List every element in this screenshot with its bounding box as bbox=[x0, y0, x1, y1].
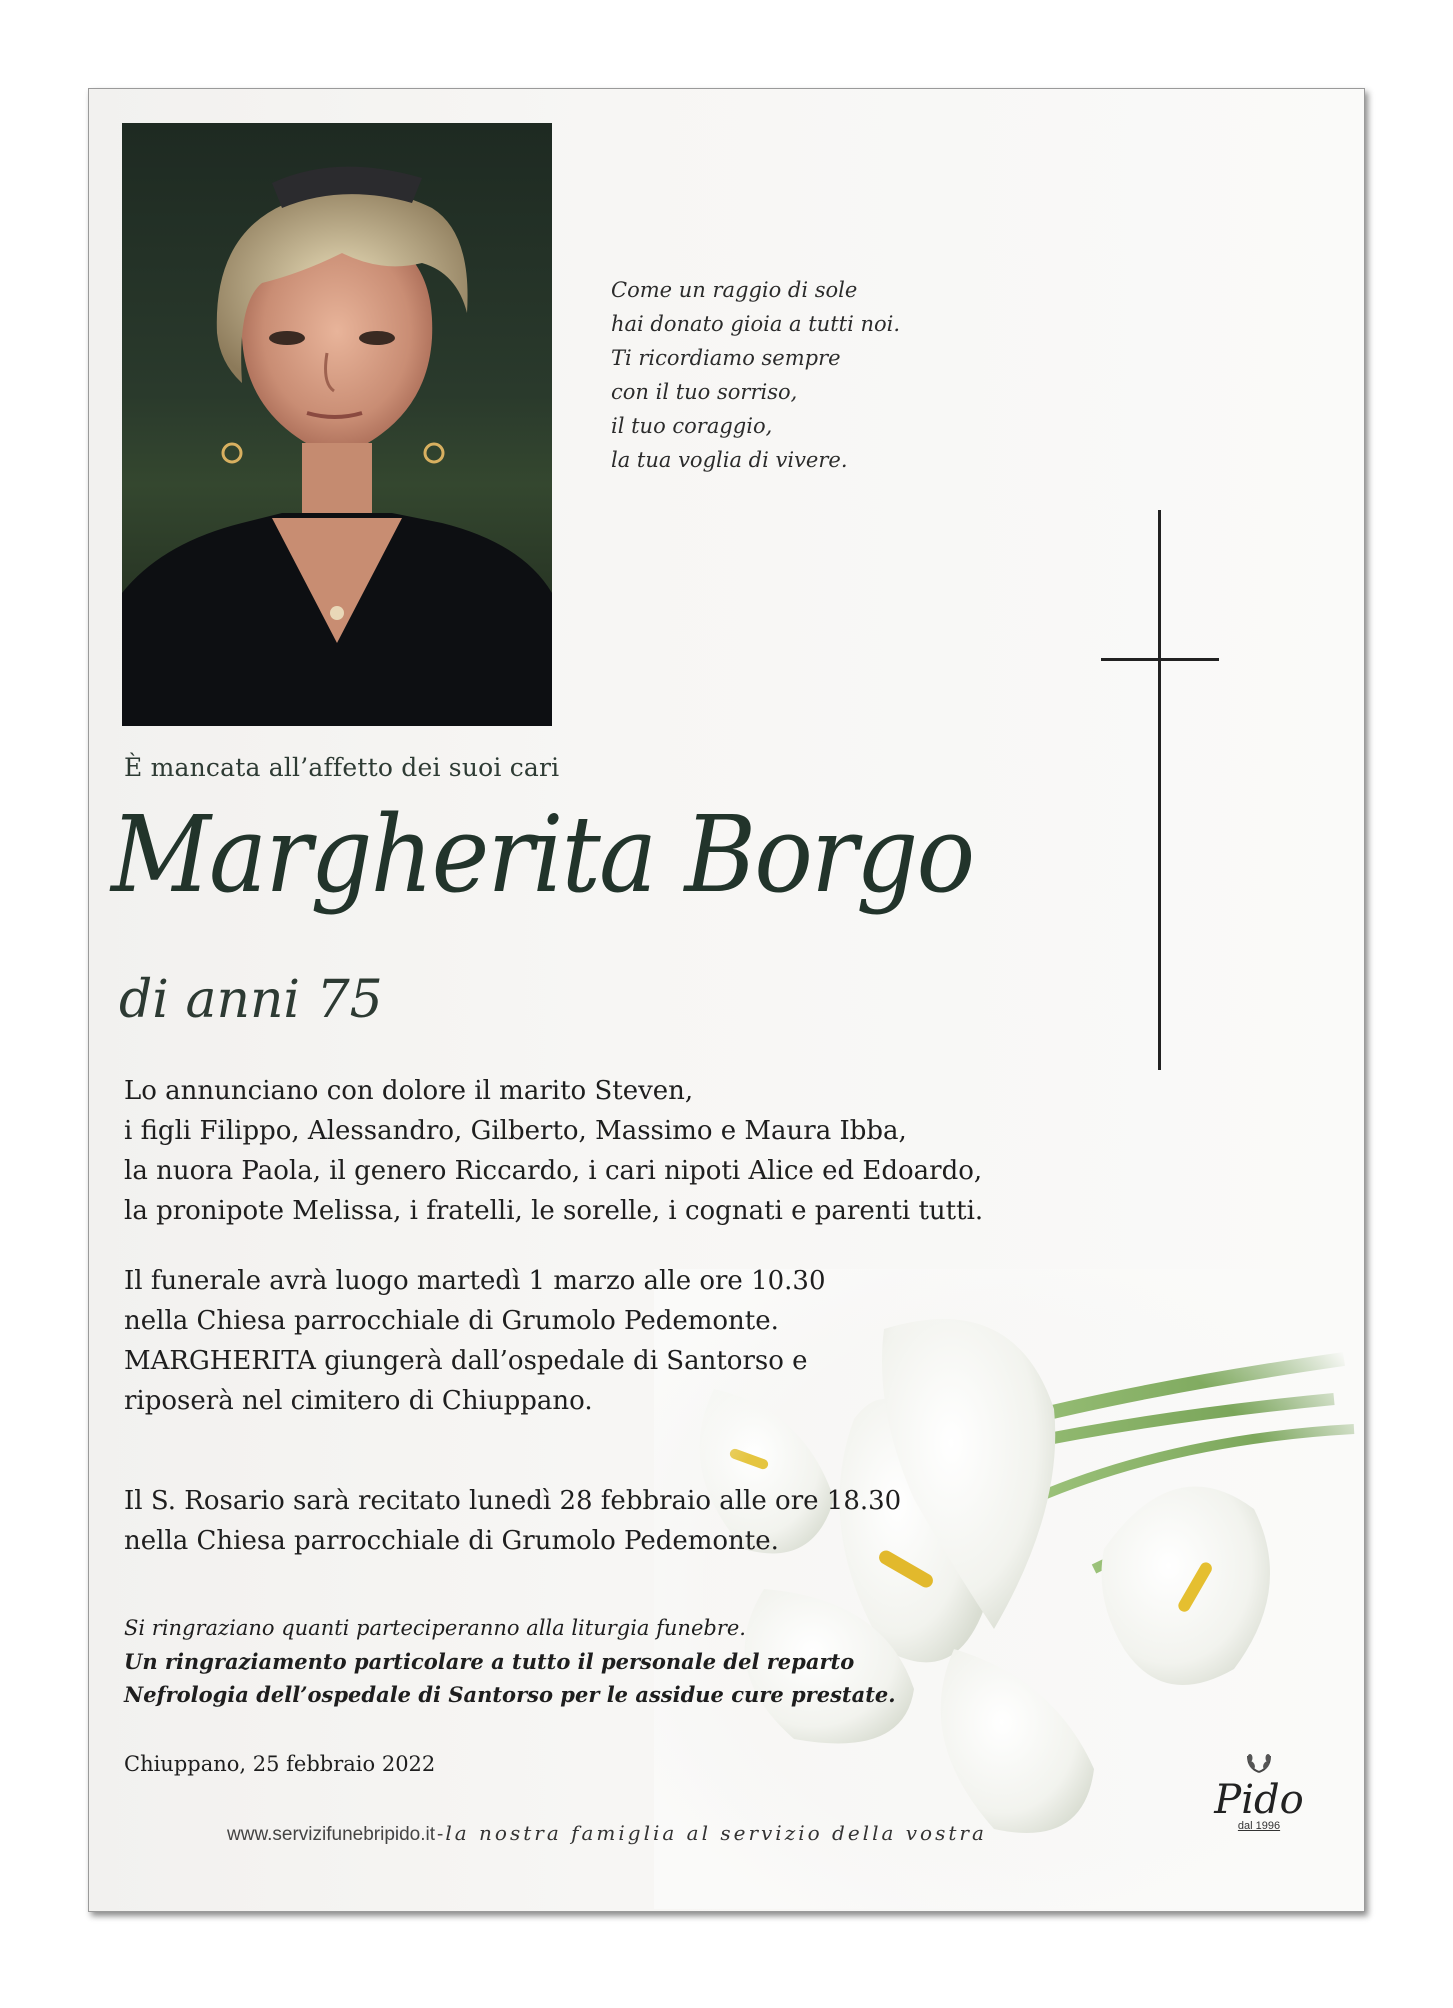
poem-line: Ti ricordiamo sempre bbox=[611, 346, 841, 370]
poem-line: la tua voglia di vivere. bbox=[611, 448, 848, 472]
funeral-home-logo bbox=[1204, 1748, 1314, 1832]
deceased-age: di anni 75 bbox=[119, 970, 383, 1030]
poem-line: hai donato gioia a tutti noi. bbox=[611, 312, 901, 336]
laurel-wreath-icon bbox=[1244, 1748, 1274, 1774]
deceased-name: Margherita Borgo bbox=[111, 793, 974, 916]
footer bbox=[227, 1821, 987, 1846]
cross-icon bbox=[1101, 510, 1221, 1070]
thanks-paragraph bbox=[124, 1612, 896, 1711]
place-date: Chiuppano, 25 febbraio 2022 bbox=[124, 1752, 436, 1776]
thanks-special-line: Nefrologia dell’ospedale di Santorso per le assidue cure prestate. bbox=[124, 1682, 896, 1707]
family-line: la pronipote Melissa, i fratelli, le sorelle, i cognati e parenti tutti. bbox=[124, 1196, 984, 1226]
thanks-general: Si ringraziano quanti parteciperanno alla liturgia funebre. bbox=[124, 1616, 746, 1640]
family-line: la nuora Paola, il genero Riccardo, i cari nipoti Alice ed Edoardo, bbox=[124, 1156, 983, 1186]
portrait-photo bbox=[122, 123, 552, 726]
logo-name: Pido bbox=[1214, 1777, 1304, 1823]
funeral-line: nella Chiesa parrocchiale di Grumolo Pedemonte. bbox=[124, 1306, 779, 1336]
funeral-line: Il funerale avrà luogo martedì 1 marzo alle ore 10.30 bbox=[124, 1266, 826, 1296]
thanks-special-line: Un ringraziamento particolare a tutto il personale del reparto bbox=[124, 1649, 855, 1674]
family-line: i figli Filippo, Alessandro, Gilberto, Massimo e Maura Ibba, bbox=[124, 1116, 907, 1146]
footer-slogan: la nostra famiglia al servizio della vostra bbox=[445, 1821, 987, 1845]
poem-line: Come un raggio di sole bbox=[611, 278, 858, 302]
family-line: Lo annunciano con dolore il marito Steven, bbox=[124, 1076, 694, 1106]
logo-since: dal 1996 bbox=[1237, 1820, 1281, 1832]
rosary-line: nella Chiesa parrocchiale di Grumolo Pedemonte. bbox=[124, 1526, 779, 1556]
intro-text: È mancata all’affetto dei suoi cari bbox=[124, 753, 560, 782]
obituary-notice bbox=[88, 88, 1365, 1912]
poem-line: il tuo coraggio, bbox=[611, 414, 773, 438]
funeral-line: riposerà nel cimitero di Chiuppano. bbox=[124, 1386, 593, 1416]
family-paragraph bbox=[124, 1071, 983, 1231]
website-link[interactable]: www.servizifunebripido.it bbox=[227, 1824, 436, 1845]
rosary-paragraph bbox=[124, 1481, 901, 1561]
footer-separator: - bbox=[437, 1824, 444, 1845]
memorial-poem bbox=[611, 273, 900, 477]
poem-line: con il tuo sorriso, bbox=[611, 380, 798, 404]
funeral-line: MARGHERITA giungerà dall’ospedale di Santorso e bbox=[124, 1346, 808, 1376]
funeral-paragraph bbox=[124, 1261, 826, 1421]
rosary-line: Il S. Rosario sarà recitato lunedì 28 febbraio alle ore 18.30 bbox=[124, 1486, 902, 1516]
